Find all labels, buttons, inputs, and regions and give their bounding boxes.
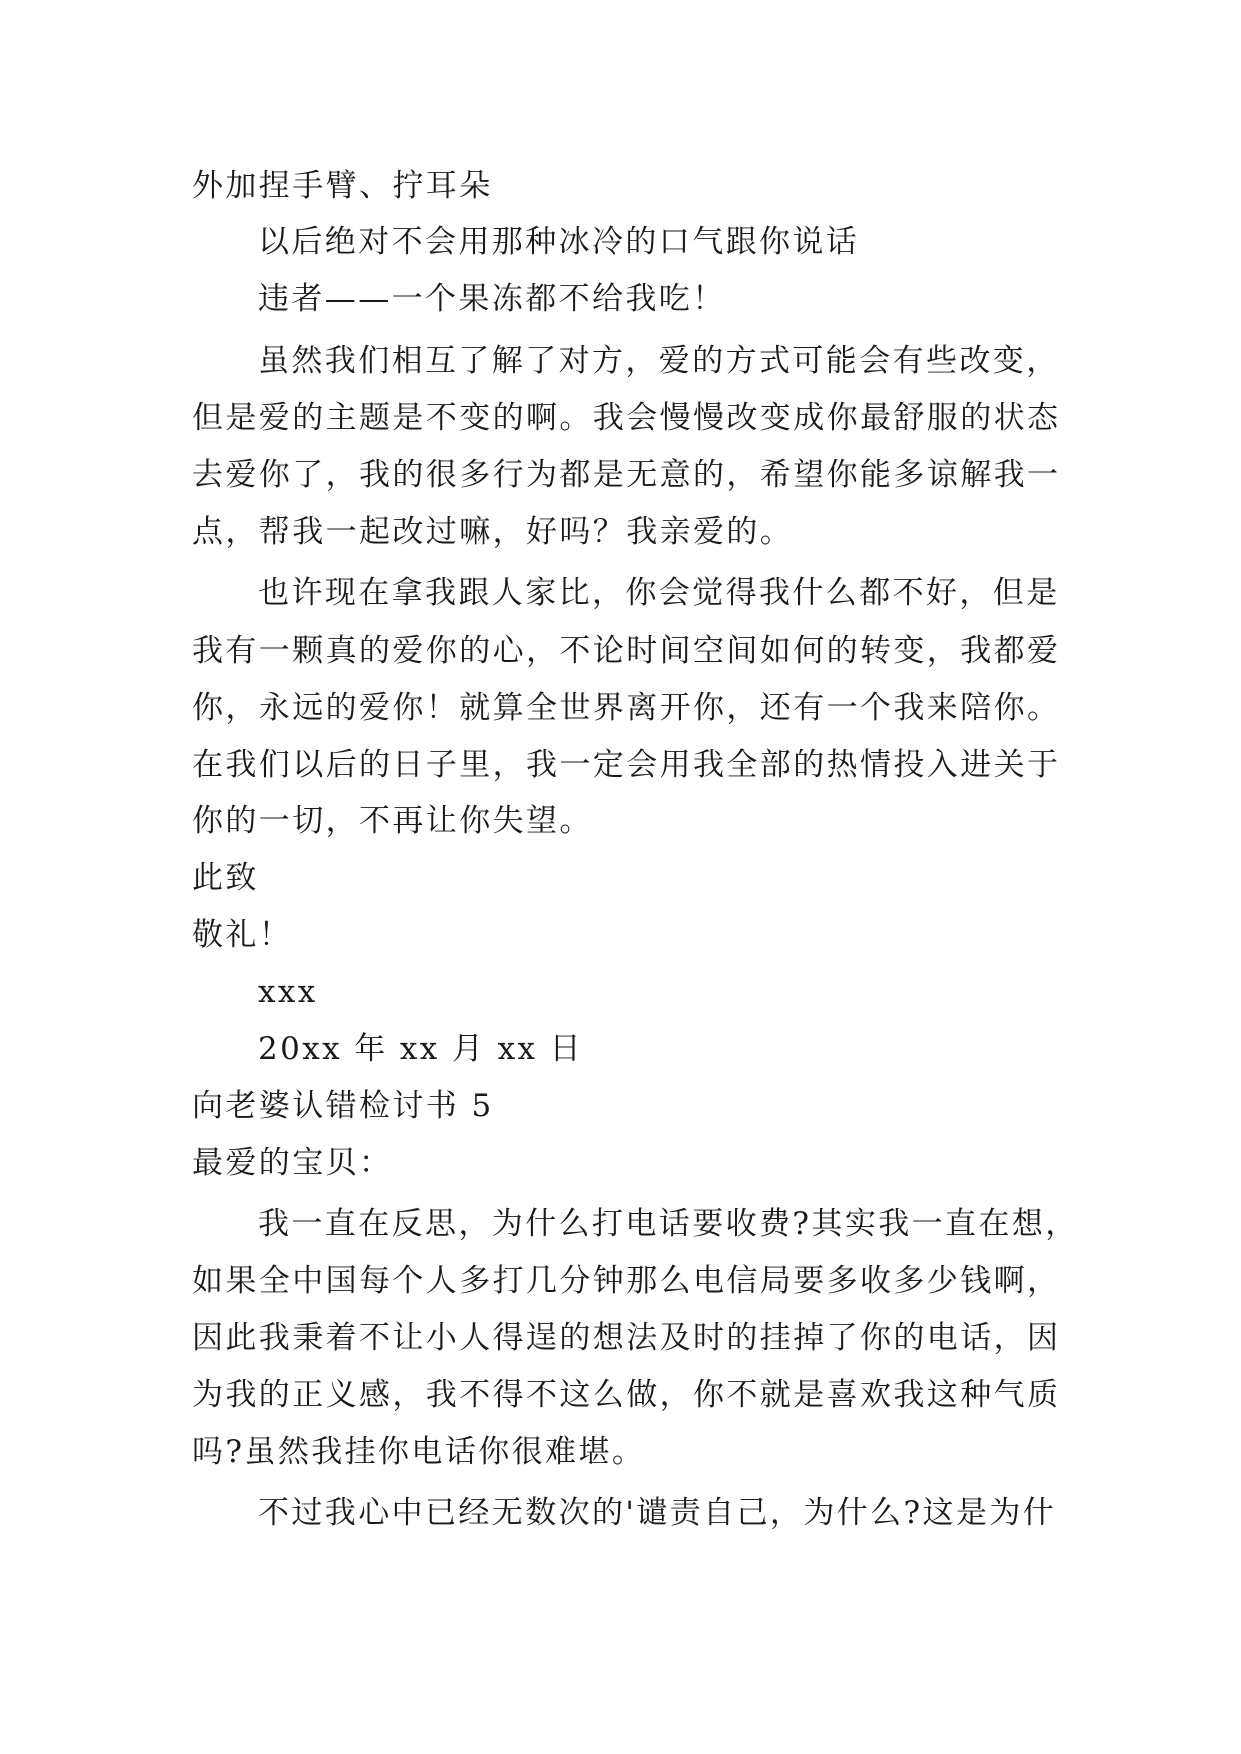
paragraph-line: 虽然我们相互了解了对方，爱的方式可能会有些改变， [258,343,1060,379]
paragraph-line: 点，帮我一起改过嘛，好吗？我亲爱的。 [192,514,794,550]
paragraph-line: 我有一颗真的爱你的心，不论时间空间如何的转变，我都爱 [192,633,1061,669]
paragraph-line: 你的一切，不再让你失望。 [192,803,593,839]
closing-line: 此致 [192,860,259,896]
text-line: 违者——一个果冻都不给我吃！ [258,281,726,317]
salutation: 最爱的宝贝： [192,1145,393,1181]
paragraph-line: 在我们以后的日子里，我一定会用我全部的热情投入进关于 [192,747,1061,783]
paragraph-line: 为我的正义感，我不得不这么做，你不就是喜欢我这种气质 [192,1377,1061,1413]
paragraph-line: 我一直在反思，为什么打电话要收费?其实我一直在想， [258,1206,1079,1242]
signature: xxx [258,974,318,1010]
paragraph-line: 去爱你了，我的很多行为都是无意的，希望你能多谅解我一 [192,457,1061,493]
paragraph-line: 因此我秉着不让小人得逞的想法及时的挂掉了你的电话，因 [192,1320,1061,1356]
text-line: 外加捏手臂、拧耳朵 [192,168,493,204]
text-line: 以后绝对不会用那种冰冷的口气跟你说话 [258,224,860,260]
paragraph-line: 不过我心中已经无数次的'谴责自己，为什么?这是为什 [258,1495,1057,1531]
paragraph-line: 也许现在拿我跟人家比，你会觉得我什么都不好，但是 [258,575,1060,611]
paragraph-line: 你，永远的爱你！就算全世界离开你，还有一个我来陪你。 [192,690,1061,726]
closing-line: 敬礼！ [192,917,293,953]
section-title: 向老婆认错检讨书 5 [192,1088,494,1124]
paragraph-line: 吗?虽然我挂你电话你很难堪。 [192,1434,646,1470]
date-line: 20xx 年 xx 月 xx 日 [258,1031,584,1067]
paragraph-line: 如果全中国每个人多打几分钟那么电信局要多收多少钱啊， [192,1263,1061,1299]
paragraph-line: 但是爱的主题是不变的啊。我会慢慢改变成你最舒服的状态 [192,400,1061,436]
